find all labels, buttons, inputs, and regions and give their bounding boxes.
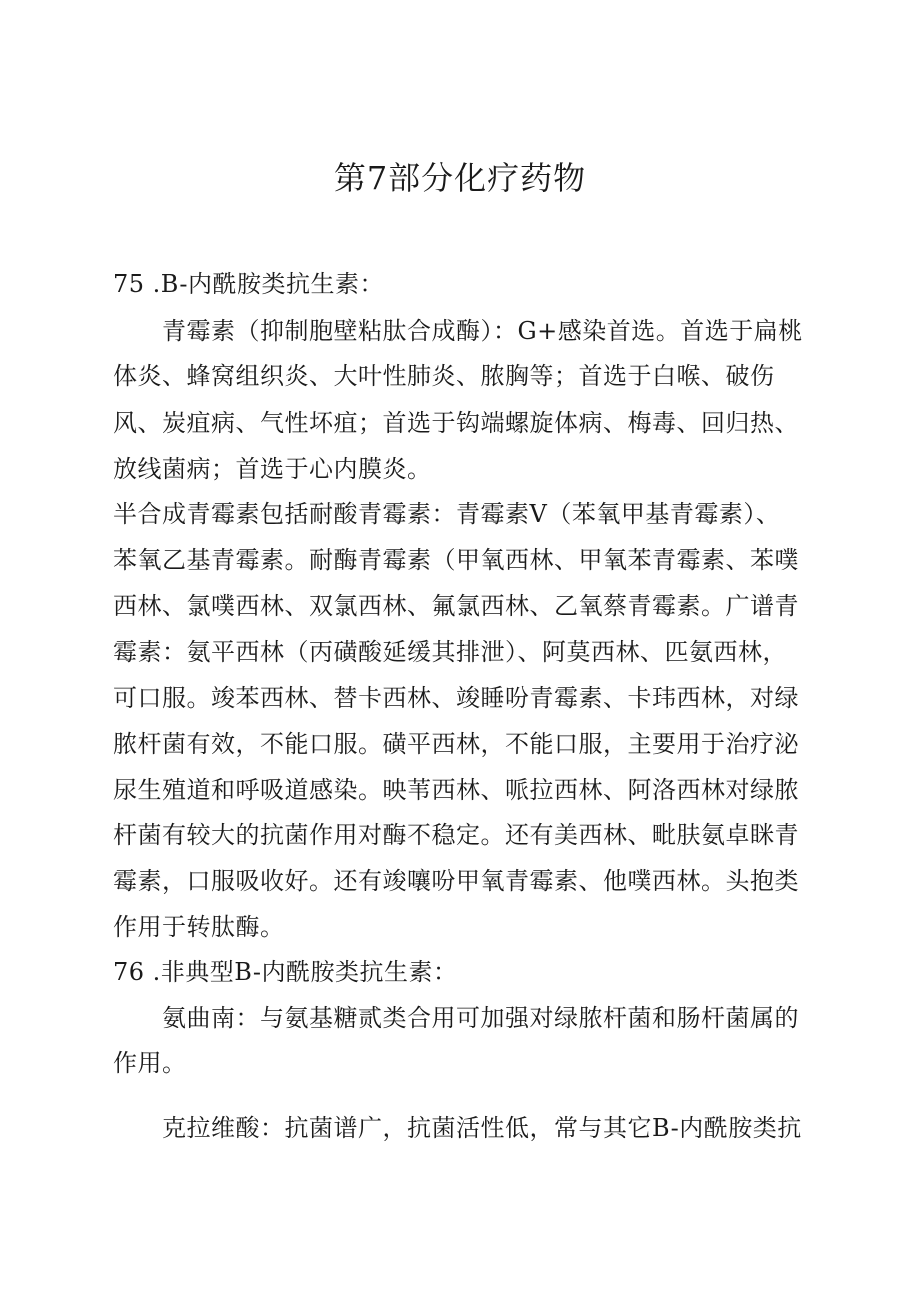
paragraph-line: 霉素，口服吸收好。还有竣嚷吩甲氧青霉素、他噗西林。头抱类 (113, 867, 799, 895)
paragraph-line: 杆菌有较大的抗菌作用对酶不稳定。还有美西林、毗肤氨卓眯青 (113, 821, 799, 849)
paragraph-line: 风、炭疽病、气性坏疽；首选于钩端螺旋体病、梅毒、回归热、 (113, 409, 799, 437)
section-heading: 76 .非典型B-内酰胺类抗生素： (113, 958, 458, 986)
paragraph-line: 克拉维酸：抗菌谱广，抗菌活性低，常与其它B-内酰胺类抗 (162, 1114, 802, 1142)
section-heading: 75 .B-内酰胺类抗生素： (113, 270, 384, 298)
paragraph-line: 尿生殖道和呼吸道感染。映苇西林、哌拉西林、阿洛西林对绿脓 (113, 776, 799, 804)
paragraph-line: 可口服。竣苯西林、替卡西林、竣睡吩青霉素、卡玮西林，对绿 (113, 684, 799, 712)
paragraph-line: 氨曲南：与氨基糖贰类合用可加强对绿脓杆菌和肠杆菌属的 (162, 1004, 799, 1032)
paragraph-line: 西林、氯噗西林、双氯西林、氟氯西林、乙氧蔡青霉素。广谱青 (113, 592, 799, 620)
paragraph-line: 苯氧乙基青霉素。耐酶青霉素（甲氧西林、甲氧苯青霉素、苯噗 (113, 546, 799, 574)
paragraph-line: 作用。 (113, 1049, 187, 1077)
paragraph-line: 霉素：氨平西林（丙磺酸延缓其排泄）、阿莫西林、匹氨西林， (113, 638, 787, 666)
paragraph-line: 青霉素（抑制胞壁粘肽合成酶）：G+感染首选。首选于扁桃 (162, 317, 803, 345)
paragraph-line: 放线菌病；首选于心内膜炎。 (113, 455, 432, 483)
paragraph-line: 脓杆菌有效，不能口服。磺平西林，不能口服，主要用于治疗泌 (113, 730, 799, 758)
paragraph-line: 半合成青霉素包括耐酸青霉素：青霉素V（苯氧甲基青霉素）、 (113, 500, 781, 528)
paragraph-line: 作用于转肽酶。 (113, 913, 285, 941)
paragraph-line: 体炎、蜂窝组织炎、大叶性肺炎、脓胸等；首选于白喉、破伤 (113, 362, 775, 390)
document-title: 第7部分化疗药物 (333, 159, 587, 197)
